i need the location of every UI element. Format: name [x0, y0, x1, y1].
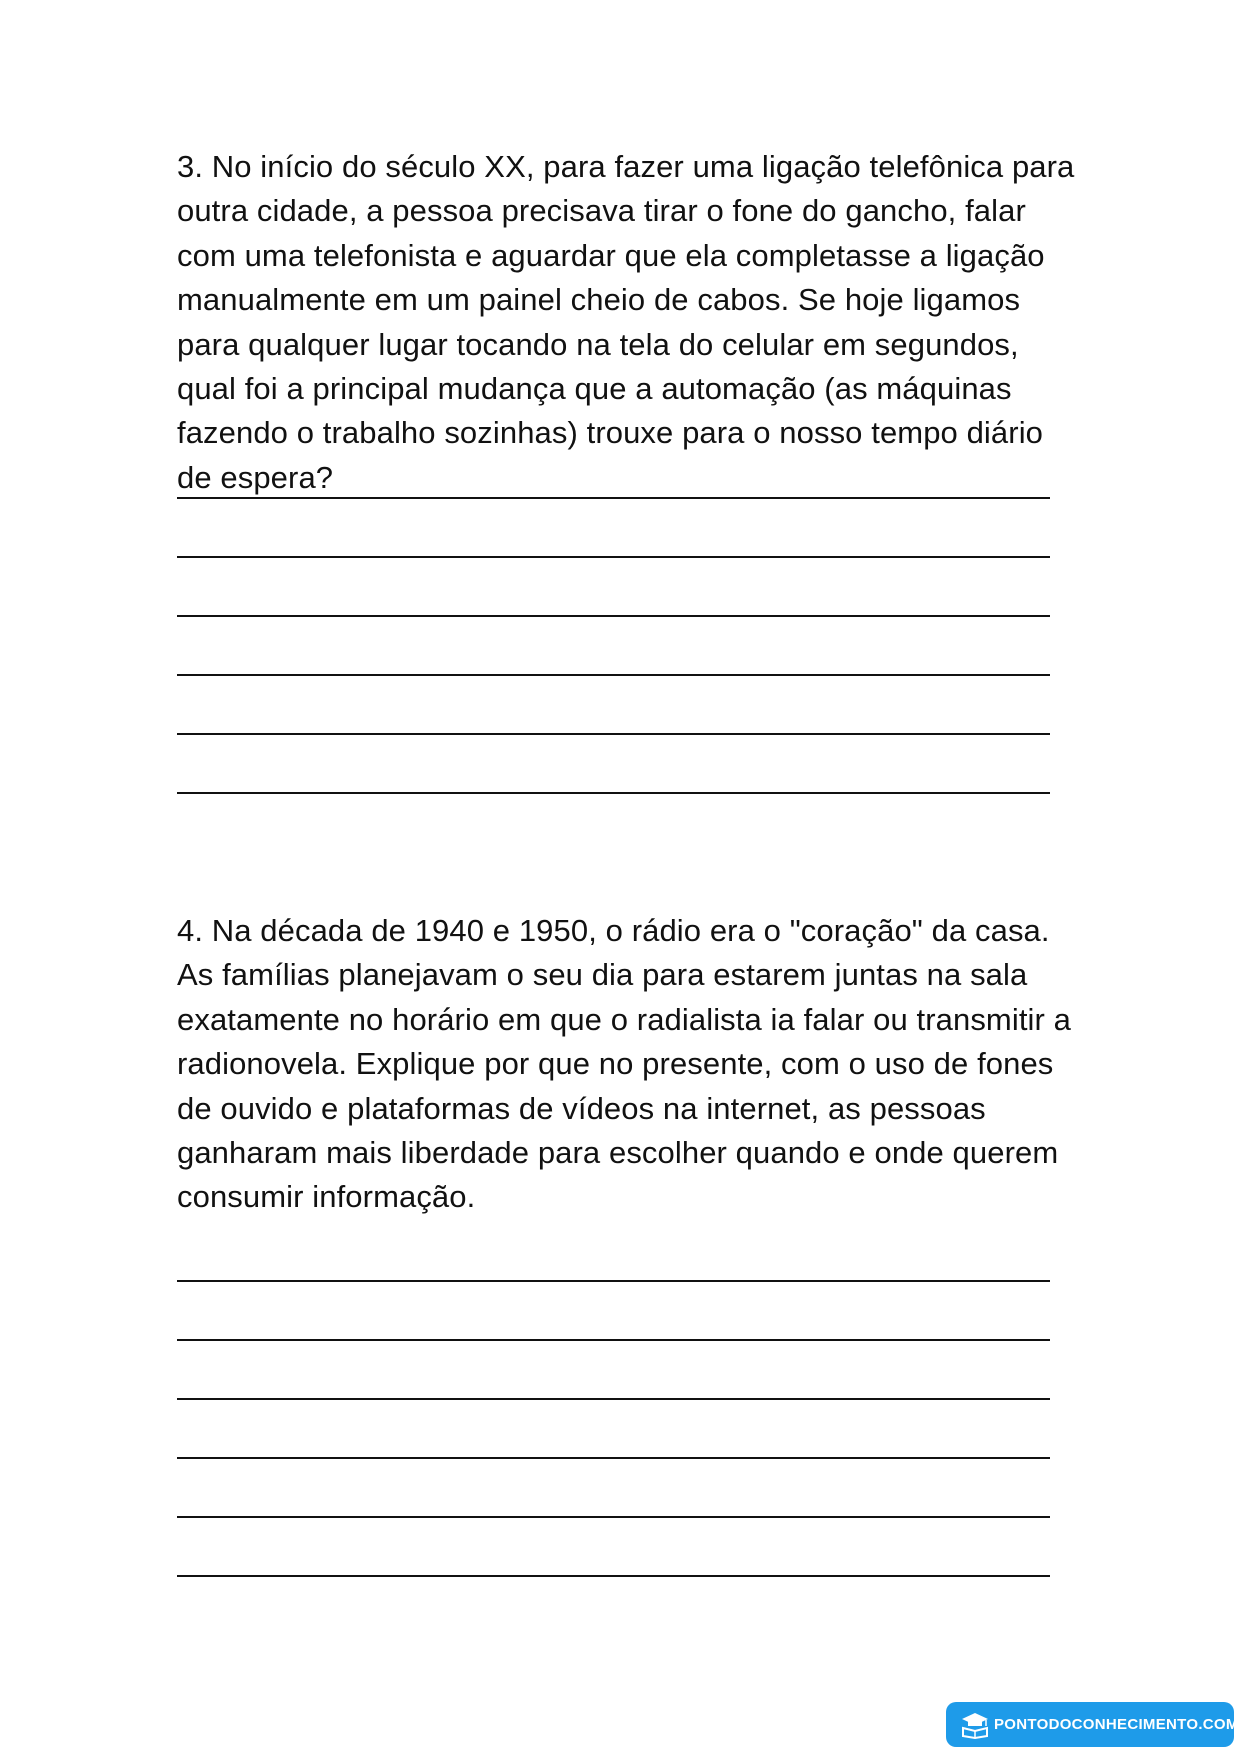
- answer-line[interactable]: [177, 1457, 1050, 1459]
- answer-line[interactable]: [177, 733, 1050, 735]
- answer-line[interactable]: [177, 1339, 1050, 1341]
- answer-line[interactable]: [177, 1398, 1050, 1400]
- answer-line[interactable]: [177, 1516, 1050, 1518]
- answer-line[interactable]: [177, 674, 1050, 676]
- answer-line[interactable]: [177, 556, 1050, 558]
- answer-line[interactable]: [177, 1575, 1050, 1577]
- question-text: 4. Na década de 1940 e 1950, o rádio era o "coração" da casa. As famílias planejavam o seu dia para estarem juntas na sala exatamente no horário em que o radialista ia falar ou transmitir a radionovela. Explique por que no presente, com o uso de fones de ouvido e plataformas de vídeos na internet, as pessoas ganharam mais liberdade para escolher quando e onde querem consumir informação.: [177, 913, 1072, 1215]
- brand-badge[interactable]: [946, 1702, 1239, 1747]
- question-text: 3. No início do século XX, para fazer uma ligação telefônica para outra cidade, a pessoa precisava tirar o fone do gancho, falar com uma telefonista e aguardar que ela completasse a ligação manualmente em um painel cheio de cabos. Se hoje ligamos para qualquer lugar tocando na tela do celular em segundos, qual foi a principal mudança que a automação (as máquinas fazendo o trabalho sozinhas) trouxe para o nosso tempo diário de espera?: [177, 149, 1075, 495]
- answer-line[interactable]: [177, 497, 1050, 499]
- question-4: [177, 909, 1077, 1220]
- answer-line[interactable]: [177, 615, 1050, 617]
- question-3: [177, 145, 1077, 500]
- answer-line[interactable]: [177, 1280, 1050, 1282]
- answer-line[interactable]: [177, 792, 1050, 794]
- graduation-book-icon: [960, 1711, 990, 1739]
- brand-name: PONTODOCONHECIMENTO.COM: [994, 1716, 1239, 1733]
